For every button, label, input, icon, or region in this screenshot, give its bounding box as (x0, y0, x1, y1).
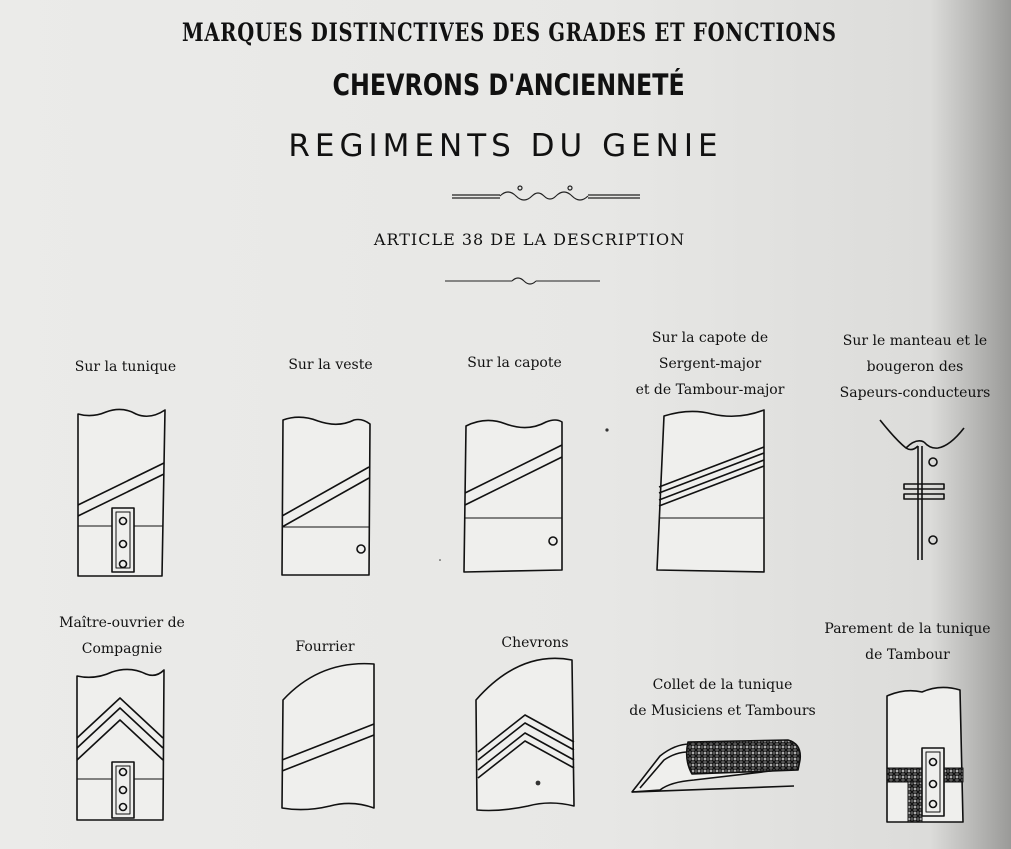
caption-chevrons: Chevrons (501, 635, 569, 651)
caption-parement-line-2: de Tambour (865, 647, 950, 663)
sleeve-chevrons-illustration (476, 658, 574, 810)
caption-maitre-ouvrier-line-1: Maître-ouvrier de (59, 615, 185, 631)
caption-capote: Sur la capote (467, 355, 562, 371)
caption-manteau-line-1: Sur le manteau et le (842, 333, 988, 349)
article-reference: ARTICLE 38 DE LA DESCRIPTION (373, 230, 686, 249)
caption-collet-line-1: Collet de la tunique (652, 677, 793, 693)
sleeve-tunique-illustration (78, 409, 165, 576)
caption-capote-sergent-line-3: et de Tambour-major (635, 382, 785, 398)
sleeve-capote-illustration (464, 420, 562, 572)
caption-collet-line-2: de Musiciens et Tambours (629, 703, 816, 719)
caption-manteau-line-2: bougeron des (866, 359, 964, 375)
caption-parement-line-1: Parement de la tunique (824, 621, 991, 637)
caption-maitre-ouvrier-line-2: Compagnie (81, 641, 163, 657)
title-chevrons-anciennete: CHEVRONS D'ANCIENNETÉ (332, 68, 685, 102)
caption-capote-sergent-line-1: Sur la capote de (651, 330, 769, 346)
collet-tunique-illustration (632, 740, 800, 792)
sleeve-fourrier-illustration (282, 664, 374, 810)
caption-tunique: Sur la tunique (74, 359, 177, 375)
sleeve-veste-illustration (282, 417, 370, 575)
parement-tambour-illustration (887, 687, 963, 822)
caption-veste: Sur la veste (288, 357, 373, 373)
manteau-collar-illustration (880, 420, 964, 560)
sleeve-capote-sergent-illustration (657, 410, 764, 572)
caption-capote-sergent-line-2: Sergent-major (658, 356, 762, 372)
sleeve-maitre-ouvrier-illustration (77, 669, 164, 820)
title-regiments-genie: REGIMENTS DU GENIE (288, 128, 723, 164)
caption-fourrier: Fourrier (295, 639, 355, 655)
title-marques-distinctives: MARQUES DISTINCTIVES DES GRADES ET FONCTIONS (181, 18, 837, 47)
caption-manteau-line-3: Sapeurs-conducteurs (839, 385, 991, 401)
